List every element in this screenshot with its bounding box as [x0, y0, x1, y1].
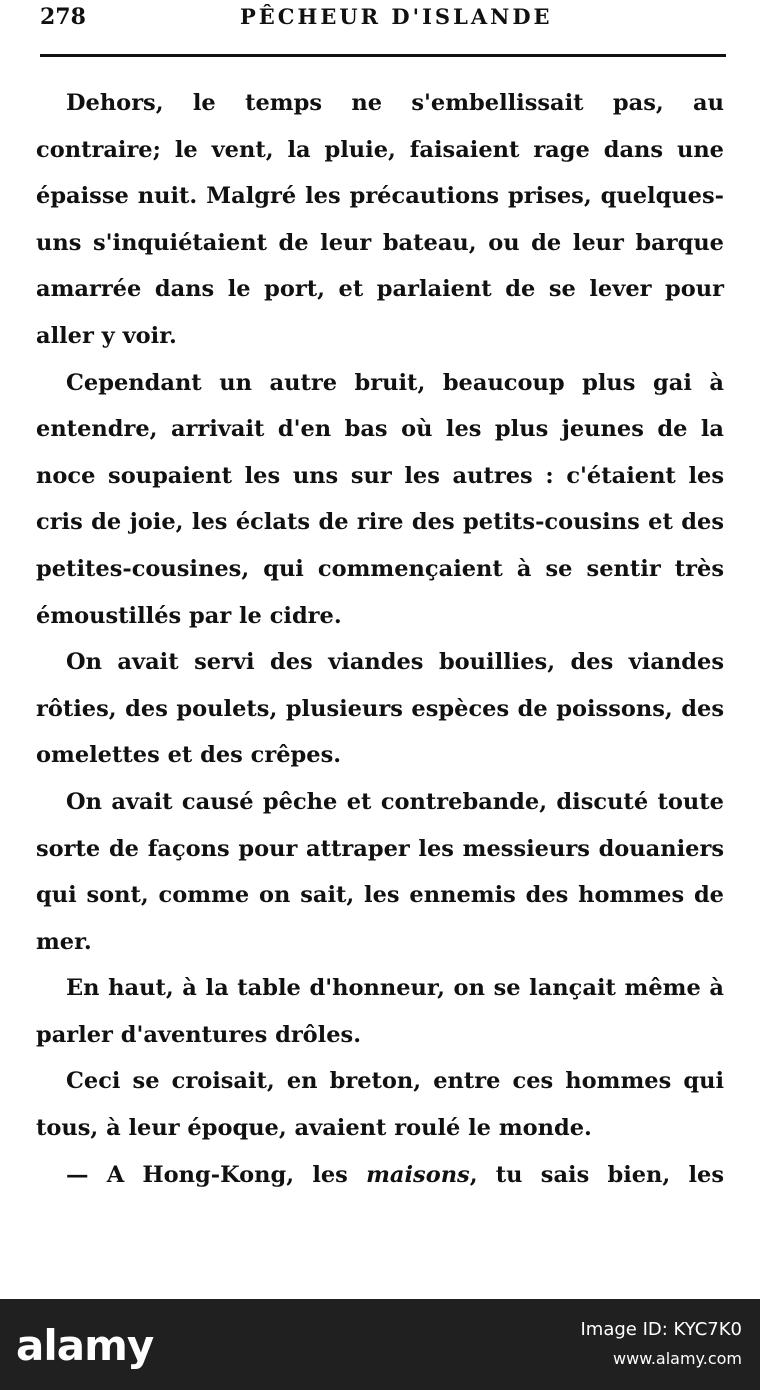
paragraph: On avait servi des viandes bouillies, des viandes rôties, des poulets, plusieurs espèces de poissons, des omelettes et des crêpes.	[36, 649, 724, 769]
paragraph: Dehors, le temps ne s'embellissait pas, au contraire; le vent, la pluie, faisaient rage dans une épaisse nuit. Malgré les précautions prises, quelques-uns s'inquiétaient de leur bateau, ou de leur barque amarrée dans le port, et parlaient de se lever pour aller y voir.	[36, 90, 724, 349]
paragraph: En haut, à la table d'honneur, on se lançait même à parler d'aventures drôles.	[36, 975, 724, 1048]
paragraph: Ceci se croisait, en breton, entre ces hommes qui tous, à leur époque, avaient roulé le monde.	[36, 1068, 724, 1142]
site-url: www.alamy.com	[613, 1349, 742, 1368]
paragraph-dialogue	[36, 1152, 724, 1199]
page-number: 278	[40, 4, 86, 30]
alamy-logo: alamy	[16, 1321, 154, 1370]
dialogue-text-end: , tu sais bien, les	[469, 1161, 724, 1188]
watermark-banner	[0, 1299, 760, 1390]
dialogue-text-start: — A Hong-Kong, les	[66, 1161, 367, 1188]
header-rule	[40, 54, 726, 57]
paragraph: On avait causé pêche et contrebande, discuté toute sorte de façons pour attraper les messieurs douaniers qui sont, comme on sait, les ennemis des hommes de mer.	[36, 788, 724, 955]
paragraph: Cependant un autre bruit, beaucoup plus gai à entendre, arrivait d'en bas où les plus jeunes de la noce soupaient les uns sur les autres : c'étaient les cris de joie, les éclats de rire des petits-cousins et des petites-cousines, qui commençaient à se sentir très émoustillés par le cidre.	[36, 369, 724, 629]
italic-word: maisons	[366, 1161, 470, 1188]
body-text	[36, 80, 724, 1198]
running-head	[40, 0, 730, 42]
book-title: PÊCHEUR D'ISLANDE	[240, 4, 553, 29]
image-id: Image ID: KYC7K0	[580, 1319, 742, 1340]
